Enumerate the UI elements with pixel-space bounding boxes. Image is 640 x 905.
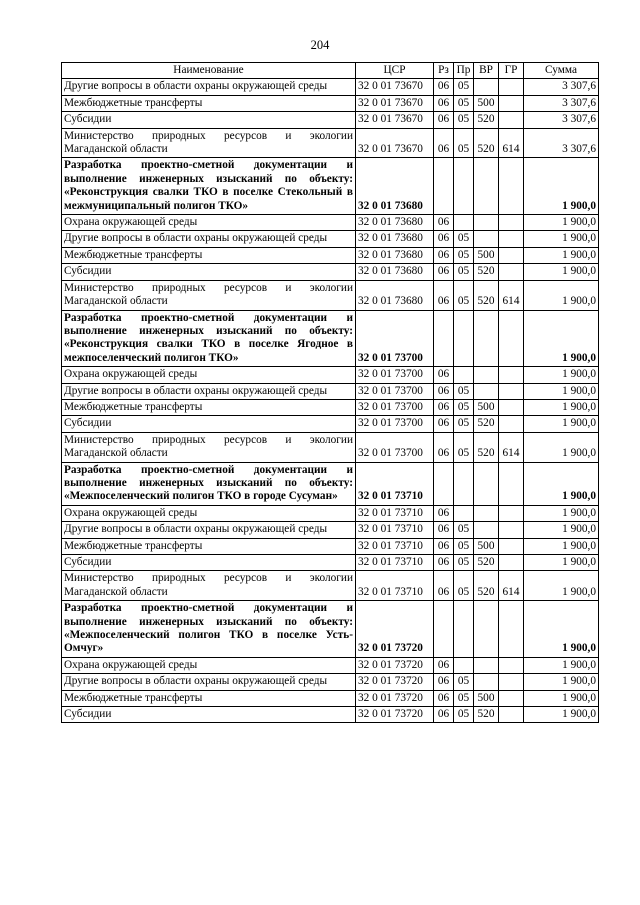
- cell-vr: 500: [474, 399, 499, 415]
- table-row: [62, 416, 599, 432]
- cell-csr: 32 0 01 73700: [356, 383, 434, 399]
- cell-csr: 32 0 01 73700: [356, 399, 434, 415]
- cell-gr: [499, 416, 524, 432]
- cell-gr: [499, 657, 524, 673]
- cell-csr: 32 0 01 73710: [356, 555, 434, 571]
- cell-name: Охрана окружающей среды: [62, 367, 356, 383]
- cell-pr: 05: [454, 128, 474, 158]
- cell-rz: 06: [434, 674, 454, 690]
- table-row: [62, 555, 599, 571]
- cell-csr: 32 0 01 73680: [356, 158, 434, 215]
- cell-vr: 520: [474, 128, 499, 158]
- cell-vr: 500: [474, 95, 499, 111]
- cell-sum: 1 900,0: [524, 399, 599, 415]
- cell-csr: 32 0 01 73680: [356, 231, 434, 247]
- cell-name: Разработка проектно-сметной документации и выполнение инженерных изысканий по объекту: «Реконструкция свалки ТКО в поселке Стекольный в межмуниципальный полигон ТКО»: [62, 158, 356, 215]
- cell-pr: [454, 310, 474, 367]
- cell-sum: 1 900,0: [524, 280, 599, 310]
- table-row: [62, 522, 599, 538]
- cell-gr: [499, 95, 524, 111]
- cell-sum: 1 900,0: [524, 674, 599, 690]
- cell-csr: 32 0 01 73670: [356, 79, 434, 95]
- cell-vr: 500: [474, 690, 499, 706]
- cell-name: Межбюджетные трансферты: [62, 399, 356, 415]
- cell-pr: 05: [454, 79, 474, 95]
- cell-pr: 05: [454, 416, 474, 432]
- cell-sum: 1 900,0: [524, 707, 599, 723]
- cell-gr: [499, 690, 524, 706]
- cell-csr: 32 0 01 73670: [356, 112, 434, 128]
- cell-vr: [474, 367, 499, 383]
- cell-gr: [499, 158, 524, 215]
- table-row: [62, 310, 599, 367]
- cell-gr: [499, 555, 524, 571]
- cell-gr: [499, 247, 524, 263]
- cell-name: Разработка проектно-сметной документации и выполнение инженерных изысканий по объекту: «Межпоселенческий полигон ТКО в поселке Усть-Омчуг»: [62, 601, 356, 658]
- cell-name: Другие вопросы в области охраны окружающей среды: [62, 383, 356, 399]
- cell-rz: 06: [434, 128, 454, 158]
- header-gr: ГР: [499, 63, 524, 79]
- cell-gr: [499, 367, 524, 383]
- cell-csr: 32 0 01 73710: [356, 522, 434, 538]
- cell-gr: [499, 601, 524, 658]
- cell-rz: 06: [434, 432, 454, 462]
- table-row: [62, 432, 599, 462]
- cell-rz: 06: [434, 555, 454, 571]
- cell-rz: 06: [434, 416, 454, 432]
- cell-name: Межбюджетные трансферты: [62, 538, 356, 554]
- cell-sum: 1 900,0: [524, 383, 599, 399]
- header-sum: Сумма: [524, 63, 599, 79]
- cell-name: Межбюджетные трансферты: [62, 690, 356, 706]
- cell-gr: [499, 310, 524, 367]
- cell-vr: 520: [474, 571, 499, 601]
- cell-sum: 1 900,0: [524, 416, 599, 432]
- cell-vr: 520: [474, 555, 499, 571]
- cell-gr: [499, 538, 524, 554]
- cell-csr: 32 0 01 73710: [356, 462, 434, 505]
- cell-name: Другие вопросы в области охраны окружающей среды: [62, 231, 356, 247]
- cell-csr: 32 0 01 73720: [356, 674, 434, 690]
- cell-name: Субсидии: [62, 555, 356, 571]
- cell-vr: 520: [474, 416, 499, 432]
- cell-csr: 32 0 01 73700: [356, 416, 434, 432]
- cell-rz: 06: [434, 657, 454, 673]
- cell-rz: 06: [434, 215, 454, 231]
- cell-sum: 1 900,0: [524, 367, 599, 383]
- cell-pr: 05: [454, 95, 474, 111]
- header-vr: ВР: [474, 63, 499, 79]
- table-row: [62, 462, 599, 505]
- cell-gr: [499, 505, 524, 521]
- cell-rz: 06: [434, 95, 454, 111]
- header-csr: ЦСР: [356, 63, 434, 79]
- cell-rz: [434, 158, 454, 215]
- cell-pr: 05: [454, 555, 474, 571]
- cell-rz: 06: [434, 399, 454, 415]
- cell-name: Министерство природных ресурсов и экологии Магаданской области: [62, 280, 356, 310]
- cell-csr: 32 0 01 73680: [356, 247, 434, 263]
- table-row: [62, 399, 599, 415]
- header-name: Наименование: [62, 63, 356, 79]
- cell-gr: 614: [499, 432, 524, 462]
- cell-name: Разработка проектно-сметной документации и выполнение инженерных изысканий по объекту: «Межпоселенческий полигон ТКО в городе Сусуман»: [62, 462, 356, 505]
- cell-gr: [499, 462, 524, 505]
- cell-pr: [454, 657, 474, 673]
- cell-rz: 06: [434, 112, 454, 128]
- cell-pr: 05: [454, 399, 474, 415]
- cell-rz: 06: [434, 505, 454, 521]
- cell-gr: [499, 399, 524, 415]
- cell-gr: [499, 264, 524, 280]
- cell-gr: 614: [499, 571, 524, 601]
- cell-pr: 05: [454, 538, 474, 554]
- table-row: [62, 601, 599, 658]
- cell-vr: [474, 383, 499, 399]
- cell-name: Охрана окружающей среды: [62, 215, 356, 231]
- cell-pr: 05: [454, 231, 474, 247]
- cell-vr: [474, 310, 499, 367]
- cell-rz: 06: [434, 367, 454, 383]
- cell-vr: [474, 601, 499, 658]
- cell-csr: 32 0 01 73700: [356, 432, 434, 462]
- cell-sum: 3 307,6: [524, 79, 599, 95]
- cell-vr: 520: [474, 264, 499, 280]
- table-row: [62, 280, 599, 310]
- cell-sum: 3 307,6: [524, 112, 599, 128]
- cell-csr: 32 0 01 73720: [356, 601, 434, 658]
- cell-vr: [474, 505, 499, 521]
- cell-sum: 1 900,0: [524, 247, 599, 263]
- table-row: [62, 707, 599, 723]
- cell-csr: 32 0 01 73710: [356, 571, 434, 601]
- cell-sum: 1 900,0: [524, 310, 599, 367]
- table-row: [62, 538, 599, 554]
- cell-gr: [499, 707, 524, 723]
- cell-name: Другие вопросы в области охраны окружающей среды: [62, 522, 356, 538]
- cell-sum: 1 900,0: [524, 690, 599, 706]
- cell-csr: 32 0 01 73670: [356, 95, 434, 111]
- cell-sum: 1 900,0: [524, 522, 599, 538]
- cell-name: Другие вопросы в области охраны окружающей среды: [62, 674, 356, 690]
- cell-sum: 3 307,6: [524, 128, 599, 158]
- cell-csr: 32 0 01 73680: [356, 264, 434, 280]
- table-row: [62, 657, 599, 673]
- cell-csr: 32 0 01 73680: [356, 280, 434, 310]
- cell-name: Министерство природных ресурсов и экологии Магаданской области: [62, 432, 356, 462]
- cell-gr: [499, 79, 524, 95]
- table-row: [62, 571, 599, 601]
- cell-csr: 32 0 01 73710: [356, 538, 434, 554]
- table-row: [62, 690, 599, 706]
- cell-gr: [499, 674, 524, 690]
- cell-vr: 520: [474, 112, 499, 128]
- cell-sum: 1 900,0: [524, 538, 599, 554]
- cell-gr: 614: [499, 128, 524, 158]
- cell-vr: [474, 522, 499, 538]
- cell-vr: [474, 79, 499, 95]
- cell-name: Министерство природных ресурсов и экологии Магаданской области: [62, 571, 356, 601]
- cell-vr: 520: [474, 432, 499, 462]
- cell-pr: [454, 462, 474, 505]
- cell-vr: [474, 158, 499, 215]
- cell-sum: 1 900,0: [524, 505, 599, 521]
- cell-sum: 1 900,0: [524, 601, 599, 658]
- cell-csr: 32 0 01 73670: [356, 128, 434, 158]
- cell-name: Межбюджетные трансферты: [62, 247, 356, 263]
- cell-pr: [454, 601, 474, 658]
- cell-pr: 05: [454, 432, 474, 462]
- cell-pr: 05: [454, 383, 474, 399]
- cell-rz: [434, 601, 454, 658]
- cell-gr: [499, 231, 524, 247]
- cell-name: Межбюджетные трансферты: [62, 95, 356, 111]
- cell-name: Субсидии: [62, 707, 356, 723]
- cell-csr: 32 0 01 73720: [356, 707, 434, 723]
- cell-vr: [474, 462, 499, 505]
- table-row: [62, 674, 599, 690]
- cell-csr: 32 0 01 73720: [356, 657, 434, 673]
- cell-name: Субсидии: [62, 264, 356, 280]
- cell-pr: [454, 215, 474, 231]
- cell-pr: 05: [454, 522, 474, 538]
- cell-gr: [499, 522, 524, 538]
- cell-rz: 06: [434, 690, 454, 706]
- cell-name: Другие вопросы в области охраны окружающей среды: [62, 79, 356, 95]
- table-row: [62, 79, 599, 95]
- cell-vr: [474, 674, 499, 690]
- cell-csr: 32 0 01 73710: [356, 505, 434, 521]
- table-row: [62, 128, 599, 158]
- table-row: [62, 215, 599, 231]
- cell-csr: 32 0 01 73720: [356, 690, 434, 706]
- cell-rz: 06: [434, 571, 454, 601]
- cell-pr: 05: [454, 707, 474, 723]
- cell-name: Субсидии: [62, 112, 356, 128]
- table-row: [62, 264, 599, 280]
- cell-vr: [474, 231, 499, 247]
- cell-sum: 1 900,0: [524, 657, 599, 673]
- cell-vr: 500: [474, 538, 499, 554]
- cell-pr: 05: [454, 674, 474, 690]
- table-header-row: [62, 63, 599, 79]
- page-number: 204: [310, 38, 330, 52]
- cell-sum: 1 900,0: [524, 231, 599, 247]
- cell-vr: [474, 215, 499, 231]
- cell-sum: 1 900,0: [524, 555, 599, 571]
- cell-pr: 05: [454, 280, 474, 310]
- cell-rz: [434, 462, 454, 505]
- cell-rz: 06: [434, 538, 454, 554]
- cell-pr: [454, 158, 474, 215]
- cell-name: Охрана окружающей среды: [62, 505, 356, 521]
- cell-gr: 614: [499, 280, 524, 310]
- cell-name: Разработка проектно-сметной документации и выполнение инженерных изысканий по объекту: «Реконструкция свалки ТКО в поселке Ягодное в межпоселенческий полигон ТКО»: [62, 310, 356, 367]
- cell-pr: 05: [454, 690, 474, 706]
- header-pr: Пр: [454, 63, 474, 79]
- cell-pr: [454, 505, 474, 521]
- cell-rz: 06: [434, 522, 454, 538]
- cell-rz: 06: [434, 383, 454, 399]
- cell-name: Министерство природных ресурсов и экологии Магаданской области: [62, 128, 356, 158]
- cell-csr: 32 0 01 73700: [356, 310, 434, 367]
- table-row: [62, 247, 599, 263]
- cell-csr: 32 0 01 73680: [356, 215, 434, 231]
- cell-sum: 1 900,0: [524, 158, 599, 215]
- cell-vr: 520: [474, 280, 499, 310]
- cell-rz: 06: [434, 247, 454, 263]
- header-rz: Рз: [434, 63, 454, 79]
- cell-sum: 1 900,0: [524, 462, 599, 505]
- cell-name: Субсидии: [62, 416, 356, 432]
- table-row: [62, 231, 599, 247]
- cell-vr: [474, 657, 499, 673]
- cell-pr: 05: [454, 112, 474, 128]
- cell-rz: 06: [434, 264, 454, 280]
- table-row: [62, 367, 599, 383]
- cell-sum: 1 900,0: [524, 215, 599, 231]
- cell-vr: 500: [474, 247, 499, 263]
- budget-table: [61, 62, 599, 723]
- cell-sum: 1 900,0: [524, 264, 599, 280]
- cell-sum: 3 307,6: [524, 95, 599, 111]
- table-row: [62, 383, 599, 399]
- cell-pr: 05: [454, 247, 474, 263]
- table-row: [62, 505, 599, 521]
- table-body: [62, 79, 599, 723]
- cell-gr: [499, 112, 524, 128]
- table-row: [62, 158, 599, 215]
- cell-pr: 05: [454, 264, 474, 280]
- cell-rz: [434, 310, 454, 367]
- cell-rz: 06: [434, 79, 454, 95]
- cell-sum: 1 900,0: [524, 432, 599, 462]
- table-row: [62, 112, 599, 128]
- cell-gr: [499, 383, 524, 399]
- cell-gr: [499, 215, 524, 231]
- cell-pr: 05: [454, 571, 474, 601]
- cell-sum: 1 900,0: [524, 571, 599, 601]
- cell-rz: 06: [434, 280, 454, 310]
- cell-pr: [454, 367, 474, 383]
- cell-rz: 06: [434, 231, 454, 247]
- cell-vr: 520: [474, 707, 499, 723]
- table-row: [62, 95, 599, 111]
- cell-rz: 06: [434, 707, 454, 723]
- cell-name: Охрана окружающей среды: [62, 657, 356, 673]
- cell-csr: 32 0 01 73700: [356, 367, 434, 383]
